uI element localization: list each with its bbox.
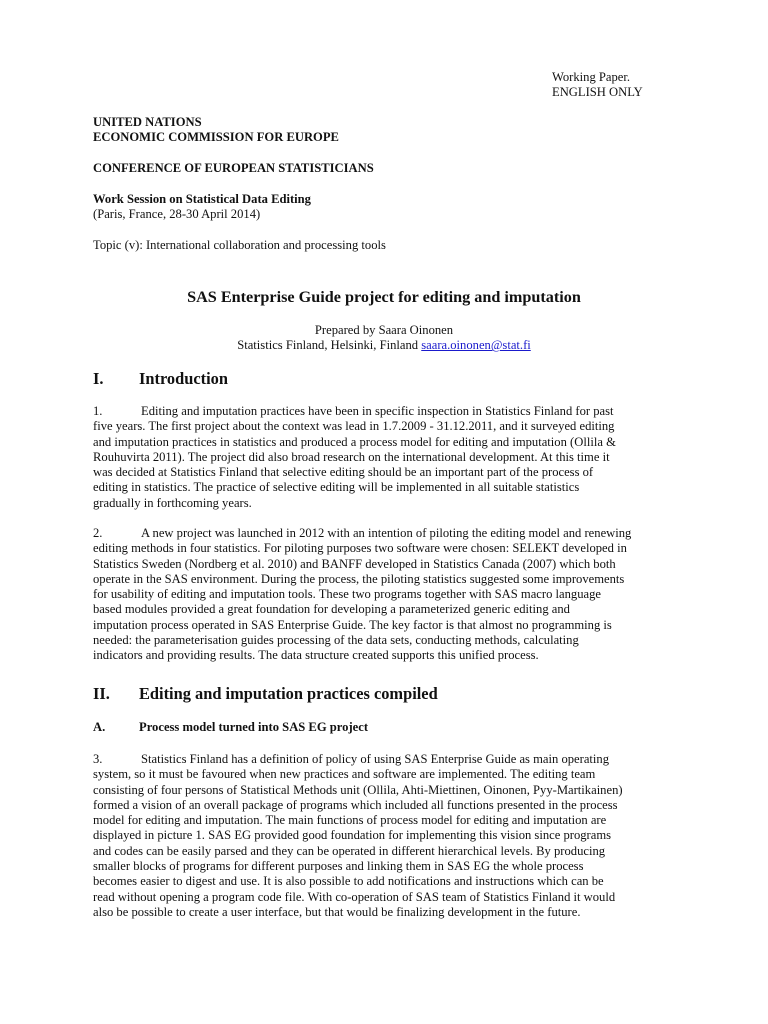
subsection-a-heading (93, 720, 369, 735)
paragraph-line: editing methods in four statistics. For piloting purposes two software were chosen: SELEKT developed in (93, 541, 627, 556)
paragraph-line: Rouhuvirta 2011). The project did also broad research on the international development. At this time it (93, 449, 610, 464)
section-2-heading (93, 684, 438, 704)
paragraph-line: also be possible to create a user interface, but that would be finalizing development in the future. (93, 904, 581, 919)
language-label: ENGLISH ONLY (552, 85, 643, 100)
section-1-title: Introduction (139, 369, 228, 388)
paragraph-line: 3. Statistics Finland has a definition of policy of using SAS Enterprise Guide as main operating (93, 752, 609, 766)
topic-line: Topic (v): International collaboration and processing tools (93, 238, 386, 252)
paragraph-line: was decided at Statistics Finland that selective editing should be an important part of the process of (93, 465, 594, 480)
paragraph-number: 3. (93, 752, 103, 766)
paragraph-line: and codes can be easily parsed and they can be operated in different hierarchical levels. By producing (93, 843, 606, 858)
section-1-heading (93, 369, 228, 389)
paragraph-line: five years. The first project about the context was lead in 1.7.2009 - 31.12.2011, and it surveyed editing (93, 419, 615, 434)
paragraph-line: formed a vision of an overall package of programs which included all functions presented in the process (93, 797, 618, 812)
session-block (93, 192, 311, 223)
paragraph-line: editing in statistics. The practice of selective editing will be implemented in all suitable statistics (93, 480, 580, 495)
affiliation-line (0, 338, 768, 353)
paragraph-line: indicators and providing results. The data structure created supports this unified process. (93, 648, 539, 663)
organization-block (93, 115, 339, 146)
paragraph-line: system, so it must be favoured when new practices and software are implemented. The editing team (93, 767, 596, 782)
session-name: Work Session on Statistical Data Editing (93, 192, 311, 206)
paragraph-line: 2. A new project was launched in 2012 with an intention of piloting the editing model and renewing (93, 526, 632, 540)
paragraph-line: read without opening a program code file. With co-operation of SAS team of Statistics Finland it would (93, 889, 616, 904)
paragraph-line: smaller blocks of programs for different purposes and linking them in SAS EG the whole process (93, 859, 584, 874)
paragraph-1 (93, 404, 713, 511)
document-title: SAS Enterprise Guide project for editing and imputation (187, 288, 581, 306)
paragraph-line: Statistics Sweden (Nordberg et al. 2010) and BANFF developed in Statistics Canada (2007) which both (93, 556, 616, 571)
author-email-link[interactable]: saara.oinonen@stat.fi (421, 338, 531, 353)
conference-name: CONFERENCE OF EUROPEAN STATISTICIANS (93, 161, 374, 175)
working-paper-label: Working Paper. (552, 70, 631, 84)
paragraph-line: needed: the parameterisation guides processing of the data sets, conducting methods, calculating (93, 633, 579, 648)
subsection-a-letter: A. (93, 720, 106, 734)
paragraph-line: displayed in picture 1. SAS EG provided good foundation for implementing this vision since programs (93, 828, 612, 843)
section-2-title: Editing and imputation practices compiled (139, 684, 438, 703)
paragraph-number: 1. (93, 404, 103, 418)
paragraph-line: model for editing and imputation. The main functions of process model for editing and imputation are (93, 813, 607, 828)
commission-name: ECONOMIC COMMISSION FOR EUROPE (93, 130, 339, 145)
paragraph-line: based modules provided a great foundation for developing a parameterized generic editing and (93, 602, 570, 617)
paragraph-line: imputation process operated in SAS Enterprise Guide. The key factor is that almost no programming is (93, 617, 612, 632)
paragraph-line: and imputation practices in statistics and produced a process model for editing and imputation (Ollila & (93, 434, 616, 449)
paragraph-line: consisting of four persons of Statistical Methods unit (Ollila, Ahti-Miettinen, Oinonen, Pyy-Martikainen) (93, 782, 623, 797)
org-name: UNITED NATIONS (93, 115, 202, 129)
paragraph-line: operate in the SAS environment. During the process, the piloting statistics suggested some improvements (93, 571, 625, 586)
subsection-a-title: Process model turned into SAS EG project (139, 720, 369, 734)
title-wrapper (0, 288, 768, 307)
header-right (552, 70, 643, 101)
section-2-number: II. (93, 684, 110, 703)
paragraph-line: gradually in forthcoming years. (93, 495, 252, 510)
paragraph-line: 1. Editing and imputation practices have been in specific inspection in Statistics Finland for past (93, 404, 614, 418)
paragraph-line: for usability of editing and imputation tools. These two programs together with SAS macro language (93, 587, 601, 602)
session-place-date: (Paris, France, 28-30 April 2014) (93, 207, 261, 222)
paragraph-line: becomes easier to digest and use. It is also possible to add notifications and instructions which can be (93, 874, 604, 889)
section-1-number: I. (93, 369, 104, 388)
paragraph-number: 2. (93, 526, 103, 540)
affiliation: Statistics Finland, Helsinki, Finland (237, 338, 419, 353)
author-block (0, 323, 768, 354)
paragraph-2 (93, 526, 713, 664)
prepared-by: Prepared by Saara Oinonen (314, 323, 454, 337)
paragraph-3 (93, 752, 713, 920)
